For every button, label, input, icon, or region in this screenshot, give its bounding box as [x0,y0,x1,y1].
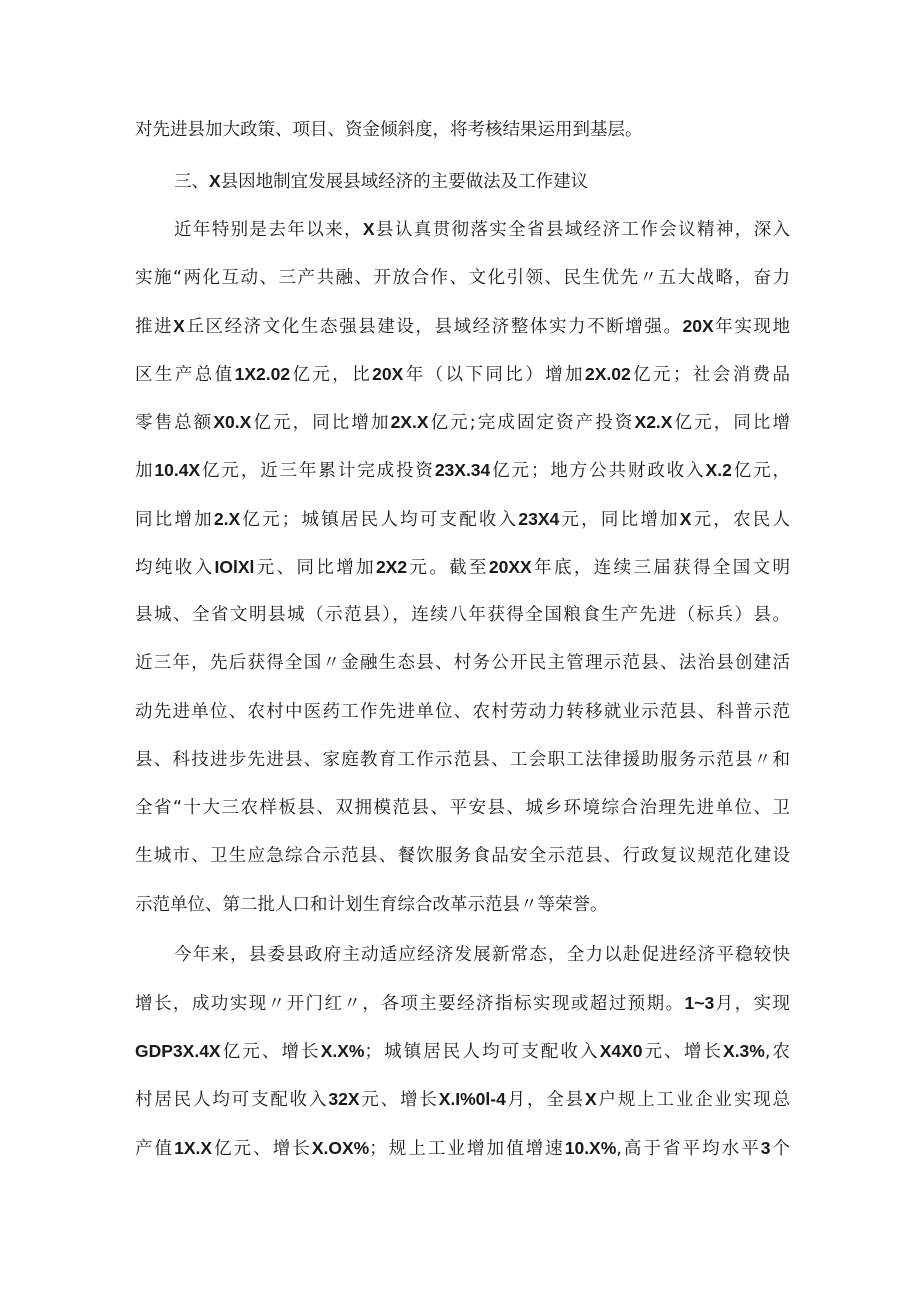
body-line: 产值1X.X亿元、增长X.OX%；规上工业增加值增速10.X%,高于省平均水平3个 [135,1138,791,1159]
bold-figure: GDP3X.4X [135,1041,221,1061]
body-line: 加10.4X亿元，近三年累计完成投资23X.34亿元；地方公共财政收入X.2亿元， [135,460,791,481]
bold-figure: X [679,509,692,529]
bold-figure: 23X4 [518,509,560,529]
body-line: 示范单位、第二批人口和计划生育综合改革示范县〃等荣誉。 [135,895,608,915]
bold-figure: X [585,1089,597,1109]
body-line: GDP3X.4X亿元、增长X.X%；城镇居民人均可支配收入X4X0元、增长X.3%,农 [135,1041,791,1062]
bold-figure: 1~3 [684,993,715,1013]
bold-figure: 20XX [488,557,532,577]
bold-figure: 1X2.02 [234,364,291,384]
body-line: 动先进单位、农村中医药工作先进单位、农村劳动力转移就业示范县、科普示范 [135,702,790,722]
bold-figure: 2X2 [375,557,408,577]
body-line: 推进X丘区经济文化生态强县建设，县域经济整体实力不断增强。20X年实现地 [135,316,791,337]
bold-figure: X.I%0l-4 [438,1089,506,1109]
bold-figure: 3 [760,1138,771,1158]
body-line: 实施“两化互动、三产共融、开放合作、文化引领、民生优先〃五大战略，奋力 [135,268,790,288]
bold-figure: X4X0 [599,1041,643,1061]
bold-figure: X.2 [705,460,732,480]
bold-figure: 2X.X [390,412,429,432]
body-line: 近三年，先后获得全国〃金融生态县、村务公开民主管理示范县、法治县创建活 [135,653,790,673]
body-line: 生城市、卫生应急综合示范县、餐饮服务食品安全示范县、行政复议规范化建设 [135,846,790,866]
bold-figure: 20X [372,364,404,384]
bold-figure: 32X [328,1089,360,1109]
bold-figure: X.3% [723,1041,765,1061]
bold-figure: 2.X [213,509,241,529]
body-line: 零售总额X0.X亿元，同比增加2X.X亿元;完成固定资产投资X2.X亿元，同比增 [135,412,791,433]
bold-figure: 2X.02 [584,364,631,384]
body-line: 县、科技进步先进县、家庭教育工作示范县、工会职工法律援助服务示范县〃和 [135,750,790,770]
body-line: 对先进县加大政策、项目、资金倾斜度，将考核结果运用到基层。 [135,120,643,140]
bold-figure: X2.X [634,412,673,432]
bold-figure: 23X.34 [434,460,491,480]
bold-figure: X.X% [320,1041,365,1061]
paragraph-first-line: 近年特别是去年以来，X县认真贯彻落实全省县域经济工作会议精神，深入 [174,219,791,240]
bold-figure: X [209,171,221,191]
body-line: 县城、全省文明县城（示范县），连续八年获得全国粮食生产先进（标兵）县。 [135,605,790,625]
paragraph-first-line: 今年来，县委县政府主动适应经济发展新常态，全力以赴促进经济平稳较快 [174,945,790,965]
bold-figure: X.OX% [311,1138,370,1158]
body-line: 区生产总值1X2.02亿元，比20X年（以下同比）增加2X.02亿元；社会消费品 [135,364,791,385]
bold-figure: 1X.X [174,1138,213,1158]
body-line: 增长，成功实现〃开门红〃，各项主要经济指标实现或超过预期。1~3月，实现 [135,993,790,1014]
body-line: 同比增加2.X亿元；城镇居民人均可支配收入23X4元，同比增加X元，农民人 [135,509,791,530]
bold-figure: 10.4X [154,460,201,480]
bold-figure: X [173,316,185,336]
bold-figure: IOlXl [214,557,255,577]
section-heading: 三、X县因地制宜发展县域经济的主要做法及工作建议 [174,171,589,192]
bold-figure: X [362,219,375,239]
bold-figure: X0.X [213,412,252,432]
body-line: 全省“十大三农样板县、双拥模范县、平安县、城乡环境综合治理先进单位、卫 [135,798,790,818]
body-line: 均纯收入IOlXl元、同比增加2X2元。截至20XX年底，连续三届获得全国文明 [135,557,791,578]
body-line: 村居民人均可支配收入32X元、增长X.I%0l-4月，全县X户规上工业企业实现总 [135,1089,791,1110]
bold-figure: 20X [682,316,714,336]
bold-figure: 10.X% [564,1138,617,1158]
